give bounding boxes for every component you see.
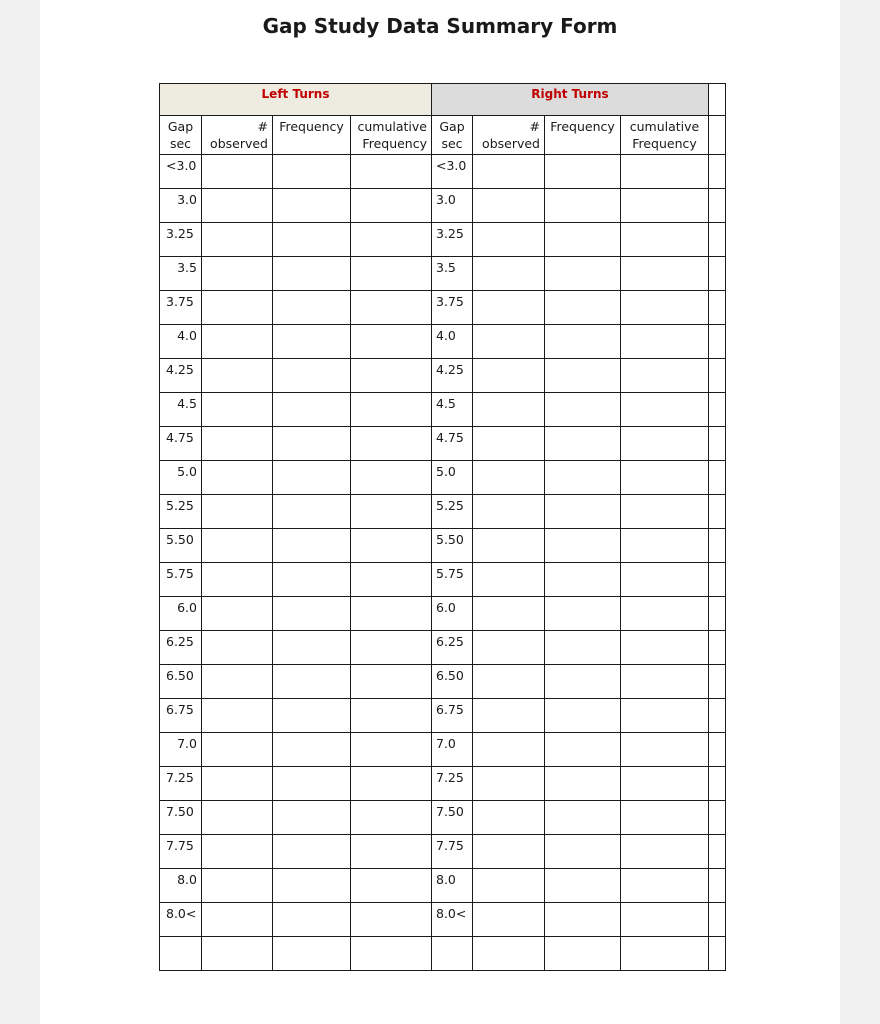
entry-cell bbox=[202, 529, 273, 563]
entry-cell bbox=[202, 359, 273, 393]
entry-cell bbox=[473, 393, 545, 427]
right-gap-cell: 5.50 bbox=[432, 529, 473, 563]
entry-cell bbox=[351, 937, 432, 971]
entry-cell bbox=[202, 733, 273, 767]
left-gap-cell: 6.75 bbox=[160, 699, 202, 733]
left-turns-label: Left Turns bbox=[261, 87, 330, 101]
entry-cell bbox=[202, 869, 273, 903]
edge-cell bbox=[709, 427, 726, 461]
edge-cell bbox=[709, 461, 726, 495]
entry-cell bbox=[351, 597, 432, 631]
table-row bbox=[160, 155, 726, 189]
entry-cell bbox=[273, 801, 351, 835]
table-row bbox=[160, 869, 726, 903]
entry-cell bbox=[473, 155, 545, 189]
entry-cell bbox=[351, 631, 432, 665]
right-observed-header: # observed bbox=[473, 116, 545, 155]
entry-cell bbox=[621, 699, 709, 733]
entry-cell bbox=[351, 529, 432, 563]
right-gap-cell: 4.75 bbox=[432, 427, 473, 461]
table-row bbox=[160, 597, 726, 631]
right-gap-header: Gap sec bbox=[432, 116, 473, 155]
entry-cell bbox=[473, 835, 545, 869]
table-row-blank bbox=[160, 937, 726, 971]
entry-cell bbox=[621, 461, 709, 495]
left-gap-cell: 6.25 bbox=[160, 631, 202, 665]
entry-cell bbox=[432, 937, 473, 971]
left-gap-cell: 8.0 bbox=[160, 869, 202, 903]
entry-cell bbox=[545, 325, 621, 359]
entry-cell bbox=[545, 427, 621, 461]
form-title: Gap Study Data Summary Form bbox=[262, 14, 618, 38]
edge-cell bbox=[709, 665, 726, 699]
entry-cell bbox=[473, 597, 545, 631]
entry-cell bbox=[202, 903, 273, 937]
entry-cell bbox=[273, 393, 351, 427]
entry-cell bbox=[351, 665, 432, 699]
edge-cell bbox=[709, 257, 726, 291]
entry-cell bbox=[202, 597, 273, 631]
table-row bbox=[160, 665, 726, 699]
right-gap-cell: 7.50 bbox=[432, 801, 473, 835]
right-gap-cell: 3.5 bbox=[432, 257, 473, 291]
entry-cell bbox=[273, 563, 351, 597]
edge-cell bbox=[709, 699, 726, 733]
document-page bbox=[40, 0, 840, 1024]
entry-cell bbox=[351, 189, 432, 223]
right-gap-cell: 5.25 bbox=[432, 495, 473, 529]
table-row bbox=[160, 903, 726, 937]
entry-cell bbox=[473, 563, 545, 597]
table-row bbox=[160, 325, 726, 359]
table-row bbox=[160, 393, 726, 427]
column-header-row bbox=[160, 116, 726, 155]
right-gap-cell: 6.0 bbox=[432, 597, 473, 631]
entry-cell bbox=[621, 801, 709, 835]
left-gap-cell: 8.0< bbox=[160, 903, 202, 937]
entry-cell bbox=[273, 495, 351, 529]
left-gap-cell: 4.0 bbox=[160, 325, 202, 359]
left-gap-cell: <3.0 bbox=[160, 155, 202, 189]
right-gap-cell: <3.0 bbox=[432, 155, 473, 189]
entry-cell bbox=[545, 461, 621, 495]
entry-cell bbox=[202, 223, 273, 257]
left-gap-cell: 3.0 bbox=[160, 189, 202, 223]
entry-cell bbox=[273, 699, 351, 733]
entry-cell bbox=[202, 937, 273, 971]
entry-cell bbox=[621, 903, 709, 937]
table-row bbox=[160, 631, 726, 665]
entry-cell bbox=[473, 665, 545, 699]
edge-cell bbox=[709, 325, 726, 359]
entry-cell bbox=[351, 359, 432, 393]
entry-cell bbox=[545, 393, 621, 427]
edge-cell bbox=[709, 597, 726, 631]
right-gap-cell: 4.5 bbox=[432, 393, 473, 427]
entry-cell bbox=[351, 325, 432, 359]
entry-cell bbox=[351, 427, 432, 461]
table-row bbox=[160, 189, 726, 223]
table-row bbox=[160, 223, 726, 257]
left-gap-cell: 3.75 bbox=[160, 291, 202, 325]
entry-cell bbox=[273, 461, 351, 495]
right-gap-cell: 6.25 bbox=[432, 631, 473, 665]
entry-cell bbox=[473, 257, 545, 291]
right-gap-cell: 3.25 bbox=[432, 223, 473, 257]
right-gap-cell: 5.0 bbox=[432, 461, 473, 495]
right-gap-cell: 8.0< bbox=[432, 903, 473, 937]
table-row bbox=[160, 461, 726, 495]
left-gap-cell: 5.75 bbox=[160, 563, 202, 597]
entry-cell bbox=[351, 291, 432, 325]
entry-cell bbox=[545, 903, 621, 937]
left-gap-cell: 7.50 bbox=[160, 801, 202, 835]
entry-cell bbox=[709, 937, 726, 971]
edge-cell bbox=[709, 903, 726, 937]
edge-cell bbox=[709, 767, 726, 801]
entry-cell bbox=[473, 291, 545, 325]
edge-cell bbox=[709, 359, 726, 393]
table-row bbox=[160, 835, 726, 869]
entry-cell bbox=[545, 733, 621, 767]
left-frequency-header: Frequency bbox=[273, 116, 351, 155]
entry-cell bbox=[473, 325, 545, 359]
entry-cell bbox=[202, 393, 273, 427]
entry-cell bbox=[621, 393, 709, 427]
entry-cell bbox=[202, 325, 273, 359]
right-gap-cell: 7.25 bbox=[432, 767, 473, 801]
entry-cell bbox=[621, 155, 709, 189]
entry-cell bbox=[545, 223, 621, 257]
entry-cell bbox=[545, 631, 621, 665]
right-gap-cell: 4.25 bbox=[432, 359, 473, 393]
left-gap-cell: 6.0 bbox=[160, 597, 202, 631]
entry-cell bbox=[351, 461, 432, 495]
table-row bbox=[160, 767, 726, 801]
edge-cell bbox=[709, 84, 726, 116]
right-gap-cell: 7.75 bbox=[432, 835, 473, 869]
entry-cell bbox=[273, 869, 351, 903]
entry-cell bbox=[202, 767, 273, 801]
edge-cell bbox=[709, 529, 726, 563]
left-gap-cell: 5.25 bbox=[160, 495, 202, 529]
left-turns-banner bbox=[160, 84, 432, 116]
edge-cell bbox=[709, 189, 726, 223]
left-gap-cell: 5.0 bbox=[160, 461, 202, 495]
edge-cell bbox=[709, 563, 726, 597]
entry-cell bbox=[621, 563, 709, 597]
left-gap-cell: 4.75 bbox=[160, 427, 202, 461]
edge-cell bbox=[709, 801, 726, 835]
entry-cell bbox=[273, 257, 351, 291]
table-row bbox=[160, 733, 726, 767]
entry-cell bbox=[545, 767, 621, 801]
entry-cell bbox=[621, 495, 709, 529]
left-gap-cell: 7.0 bbox=[160, 733, 202, 767]
entry-cell bbox=[273, 223, 351, 257]
entry-cell bbox=[621, 257, 709, 291]
edge-cell bbox=[709, 393, 726, 427]
entry-cell bbox=[473, 495, 545, 529]
table-row bbox=[160, 427, 726, 461]
entry-cell bbox=[473, 529, 545, 563]
left-gap-cell: 7.25 bbox=[160, 767, 202, 801]
left-gap-cell: 3.25 bbox=[160, 223, 202, 257]
entry-cell bbox=[202, 699, 273, 733]
left-gap-cell: 4.5 bbox=[160, 393, 202, 427]
left-gap-cell: 7.75 bbox=[160, 835, 202, 869]
entry-cell bbox=[545, 359, 621, 393]
entry-cell bbox=[473, 631, 545, 665]
edge-cell bbox=[709, 631, 726, 665]
entry-cell bbox=[473, 223, 545, 257]
table-row bbox=[160, 563, 726, 597]
entry-cell bbox=[545, 835, 621, 869]
entry-cell bbox=[351, 563, 432, 597]
entry-cell bbox=[202, 189, 273, 223]
entry-cell bbox=[473, 869, 545, 903]
entry-cell bbox=[621, 597, 709, 631]
entry-cell bbox=[621, 835, 709, 869]
entry-cell bbox=[473, 189, 545, 223]
entry-cell bbox=[545, 869, 621, 903]
entry-cell bbox=[273, 767, 351, 801]
table-row bbox=[160, 801, 726, 835]
entry-cell bbox=[621, 937, 709, 971]
entry-cell bbox=[545, 155, 621, 189]
entry-cell bbox=[621, 223, 709, 257]
section-banner-row bbox=[160, 84, 726, 116]
entry-cell bbox=[473, 767, 545, 801]
entry-cell bbox=[545, 597, 621, 631]
entry-cell bbox=[473, 733, 545, 767]
entry-cell bbox=[351, 733, 432, 767]
edge-cell bbox=[709, 835, 726, 869]
entry-cell bbox=[621, 869, 709, 903]
entry-cell bbox=[351, 835, 432, 869]
left-gap-cell: 3.5 bbox=[160, 257, 202, 291]
entry-cell bbox=[273, 359, 351, 393]
left-cumulative-header: cumulative Frequency bbox=[351, 116, 432, 155]
entry-cell bbox=[273, 665, 351, 699]
entry-cell bbox=[273, 631, 351, 665]
entry-cell bbox=[621, 325, 709, 359]
entry-cell bbox=[273, 291, 351, 325]
table-row bbox=[160, 529, 726, 563]
entry-cell bbox=[621, 189, 709, 223]
entry-cell bbox=[545, 257, 621, 291]
entry-cell bbox=[351, 495, 432, 529]
entry-cell bbox=[160, 937, 202, 971]
edge-cell bbox=[709, 291, 726, 325]
entry-cell bbox=[473, 699, 545, 733]
right-gap-cell: 3.0 bbox=[432, 189, 473, 223]
entry-cell bbox=[273, 937, 351, 971]
entry-cell bbox=[545, 699, 621, 733]
entry-cell bbox=[351, 699, 432, 733]
edge-cell bbox=[709, 223, 726, 257]
entry-cell bbox=[273, 325, 351, 359]
entry-cell bbox=[202, 257, 273, 291]
right-gap-cell: 3.75 bbox=[432, 291, 473, 325]
edge-cell bbox=[709, 155, 726, 189]
entry-cell bbox=[621, 631, 709, 665]
entry-cell bbox=[273, 427, 351, 461]
entry-cell bbox=[202, 291, 273, 325]
edge-cell bbox=[709, 869, 726, 903]
left-gap-cell: 5.50 bbox=[160, 529, 202, 563]
entry-cell bbox=[545, 291, 621, 325]
entry-cell bbox=[545, 189, 621, 223]
entry-cell bbox=[545, 665, 621, 699]
left-gap-cell: 6.50 bbox=[160, 665, 202, 699]
table-row bbox=[160, 359, 726, 393]
entry-cell bbox=[202, 631, 273, 665]
entry-cell bbox=[202, 461, 273, 495]
entry-cell bbox=[351, 155, 432, 189]
entry-cell bbox=[473, 801, 545, 835]
table-row bbox=[160, 495, 726, 529]
entry-cell bbox=[351, 223, 432, 257]
entry-cell bbox=[202, 155, 273, 189]
entry-cell bbox=[621, 733, 709, 767]
right-gap-cell: 4.0 bbox=[432, 325, 473, 359]
entry-cell bbox=[202, 665, 273, 699]
entry-cell bbox=[273, 529, 351, 563]
entry-cell bbox=[473, 937, 545, 971]
right-gap-cell: 7.0 bbox=[432, 733, 473, 767]
left-gap-header: Gap sec bbox=[160, 116, 202, 155]
left-observed-header: # observed bbox=[202, 116, 273, 155]
entry-cell bbox=[202, 563, 273, 597]
entry-cell bbox=[273, 903, 351, 937]
gap-summary-table bbox=[159, 83, 726, 971]
right-gap-cell: 5.75 bbox=[432, 563, 473, 597]
entry-cell bbox=[273, 189, 351, 223]
edge-cell bbox=[709, 733, 726, 767]
entry-cell bbox=[273, 155, 351, 189]
entry-cell bbox=[621, 665, 709, 699]
edge-cell bbox=[709, 495, 726, 529]
table-row bbox=[160, 291, 726, 325]
right-gap-cell: 8.0 bbox=[432, 869, 473, 903]
entry-cell bbox=[621, 291, 709, 325]
table-row bbox=[160, 699, 726, 733]
entry-cell bbox=[545, 495, 621, 529]
entry-cell bbox=[273, 835, 351, 869]
right-gap-cell: 6.50 bbox=[432, 665, 473, 699]
right-cumulative-header: cumulative Frequency bbox=[621, 116, 709, 155]
entry-cell bbox=[351, 393, 432, 427]
entry-cell bbox=[545, 801, 621, 835]
entry-cell bbox=[545, 529, 621, 563]
left-gap-cell: 4.25 bbox=[160, 359, 202, 393]
entry-cell bbox=[621, 427, 709, 461]
right-gap-cell: 6.75 bbox=[432, 699, 473, 733]
entry-cell bbox=[473, 359, 545, 393]
entry-cell bbox=[473, 427, 545, 461]
entry-cell bbox=[473, 903, 545, 937]
edge-cell bbox=[709, 116, 726, 155]
entry-cell bbox=[351, 257, 432, 291]
entry-cell bbox=[202, 427, 273, 461]
entry-cell bbox=[351, 903, 432, 937]
right-turns-banner bbox=[432, 84, 709, 116]
entry-cell bbox=[621, 529, 709, 563]
entry-cell bbox=[351, 767, 432, 801]
right-turns-label: Right Turns bbox=[531, 87, 609, 101]
entry-cell bbox=[545, 937, 621, 971]
entry-cell bbox=[351, 869, 432, 903]
right-frequency-header: Frequency bbox=[545, 116, 621, 155]
entry-cell bbox=[273, 597, 351, 631]
entry-cell bbox=[202, 835, 273, 869]
entry-cell bbox=[202, 801, 273, 835]
table-row bbox=[160, 257, 726, 291]
entry-cell bbox=[473, 461, 545, 495]
entry-cell bbox=[621, 359, 709, 393]
entry-cell bbox=[621, 767, 709, 801]
entry-cell bbox=[351, 801, 432, 835]
entry-cell bbox=[273, 733, 351, 767]
entry-cell bbox=[202, 495, 273, 529]
entry-cell bbox=[545, 563, 621, 597]
